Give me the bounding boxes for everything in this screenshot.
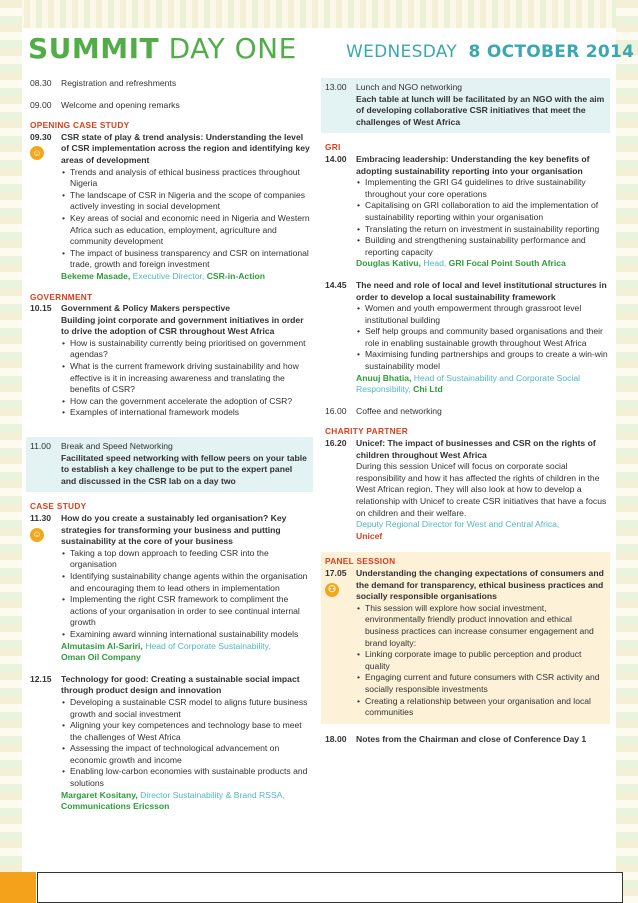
time: 16.20 [325, 438, 347, 449]
agenda-item [30, 303, 313, 419]
time: 11.00 [30, 441, 51, 452]
time: 17.05 [325, 567, 347, 578]
time: 12.15 [30, 673, 52, 684]
bullet-list [61, 697, 313, 790]
bullet: • Building and strengthening sustainability performance and reporting capacity [356, 235, 610, 258]
time: 14.45 [325, 279, 347, 290]
bullet: • Aligning your key competences and technology base to meet the challenges of West Africa [61, 720, 313, 743]
agenda-item [325, 154, 610, 270]
section-heading: CHARITY PARTNER [325, 426, 409, 437]
smiley-icon: ☺ [30, 146, 44, 160]
bullet: • Key areas of social and economic need in Nigeria and Western Africa such as education, employment, agriculture and community development [61, 213, 313, 248]
bullet: • How is sustainability currently being prioritised on government agendas? [61, 338, 313, 361]
bullet: • The impact of business transparency and CSR on international trade, growth and foreign investment [61, 248, 313, 271]
bullet: • Capitalising on GRI collaboration to aid the implementation of sustainability reporting within your organisation [356, 200, 610, 223]
header-pattern [0, 0, 638, 30]
item-text: Welcome and opening remarks [61, 99, 180, 110]
group-icon: ⚇ [325, 583, 339, 597]
bullet: • Implementing the right CSR framework to compliment the actions of your organisation in order to see continual internal growth [61, 594, 313, 629]
bullet: • Examining award winning international sustainability models [61, 629, 313, 641]
item-text: Notes from the Chairman and close of Conference Day 1 [356, 733, 587, 744]
bullet-list [61, 167, 313, 271]
session-title: Unicef: The impact of businesses and CSR on the rights of children throughout West Africa [356, 438, 596, 460]
item-text: Registration and refreshments [61, 78, 177, 88]
bullet: • Assessing the impact of technological advancement on economic growth and income [61, 743, 313, 766]
bullet: • Creating a relationship between your organisation and local communities [356, 696, 606, 719]
time: 18.00 [325, 733, 347, 744]
time: 10.15 [30, 303, 52, 314]
time: 09.00 [30, 99, 52, 110]
time: 08.30 [30, 78, 52, 88]
bullet: • Implementing the GRI G4 guidelines to drive sustainability throughout your core operations [356, 177, 610, 200]
item-text: Break and Speed Networking [61, 441, 173, 452]
time: 13.00 [325, 82, 347, 92]
speaker: Margaret Kositany, Director Sustainability & Brand RSSA, Communications Ericsson [61, 789, 285, 812]
bullet-list [356, 303, 610, 373]
bullet-list [356, 603, 606, 719]
agenda-item [30, 100, 313, 112]
session-title: Government & Policy Makers perspective [61, 303, 231, 314]
bullet: • Translating the return on investment in sustainability reporting [356, 224, 610, 236]
speaker: Douglas Kativu, Head, GRI Focal Point South Africa [356, 258, 566, 269]
agenda-item [30, 78, 313, 90]
section-heading: GOVERNMENT [30, 291, 93, 302]
agenda-item [325, 568, 606, 719]
bullet: • Linking corporate image to public perception and product quality [356, 649, 606, 672]
session-title: Embracing leadership: Understanding the key benefits of adopting sustainability reporting into your organisation [356, 153, 590, 176]
agenda-item [325, 280, 610, 396]
footer-corner-accent [0, 872, 36, 903]
session-title: CSR state of play & trend analysis: Understanding the level of CSR implementation across the region and identifying key areas of development [61, 131, 310, 165]
right-border-pattern [616, 0, 638, 903]
footer-bar [37, 872, 623, 903]
speaker: Bekeme Masade, Executive Director, CSR-in-Action [61, 270, 265, 281]
item-detail: Facilitated speed networking with fellow peers on your table to establish a key challenge to be put to the expert panel and discussed in the CSR lab on a day two [61, 452, 307, 486]
session-title: Understanding the changing expectations of consumers and the demand for transparency, ethical business practices and socially responsible organisations [356, 567, 604, 602]
bullet: • What is the current framework driving sustainability and how effective is it in increasing awareness and translating the benefits of CSR? [61, 361, 313, 396]
bullet: • Identifying sustainability change agents within the organisation and encouraging them to lead others in implementation [61, 571, 313, 594]
bullet: • Women and youth empowerment through grassroot level institutional building [356, 303, 610, 326]
lunch-box [321, 78, 610, 133]
bullet-list [61, 338, 313, 419]
agenda-item [30, 513, 313, 664]
bullet: • Maximising funding partnerships and groups to create a win-win sustainability model [356, 349, 610, 372]
session-title: How do you create a sustainably led organisation? Key strategies for transforming your business and putting sustainability at the core of your business [61, 513, 287, 547]
page-title: SUMMIT DAY ONE [28, 32, 297, 65]
agenda-item [325, 406, 610, 418]
speaker: Anuuj Bhatia, Head of Sustainability and Corporate Social Responsibility, Chi Ltd [356, 372, 581, 395]
speaker: Deputy Regional Director for West and Central Africa, Unicef [356, 519, 560, 541]
session-title: Technology for good: Creating a sustainable social impact through product design and innovation [61, 673, 300, 696]
left-border-pattern [0, 0, 22, 903]
session-description: During this session Unicef will focus on corporate social responsibility and how it has affected the rights of children in the West African region. They will also look at how to develop a relationship with Unicef to create CSR initiatives that have a focus on children and their welfare. [356, 461, 607, 518]
bullet: • Taking a top down approach to feeding CSR into the organisation [61, 548, 313, 571]
bullet-list [356, 177, 610, 258]
section-heading: CASE STUDY [30, 501, 87, 512]
item-text: Lunch and NGO networking [356, 82, 463, 92]
session-subtitle: Building joint corporate and government initiatives in order to drive the adoption of CSR throughout West Africa [61, 314, 304, 337]
item-detail: Each table at lunch will be facilitated by an NGO with the aim of developing collaborative CSR initiatives that meet the challenges of West Africa [356, 93, 605, 127]
section-heading: GRI [325, 142, 341, 153]
break-box [26, 437, 313, 492]
agenda-item [325, 734, 610, 746]
bullet-list [61, 548, 313, 641]
time: 14.00 [325, 153, 347, 164]
time: 16.00 [325, 405, 347, 416]
section-heading: OPENING CASE STUDY [30, 120, 130, 131]
agenda-item [30, 674, 313, 813]
speaker: Almutasim Al-Sariri, Head of Corporate Sustainability, Oman Oil Company [61, 640, 271, 663]
bullet: • The landscape of CSR in Nigeria and the scope of companies actively investing in social development [61, 190, 313, 213]
bullet: • Trends and analysis of ethical business practices throughout Nigeria [61, 167, 313, 190]
bullet: • Engaging current and future consumers with CSR activity and socially responsible investments [356, 672, 606, 695]
agenda-item [30, 132, 313, 283]
agenda-item [325, 438, 610, 542]
bullet: • Enabling low-carbon economies with sustainable products and solutions [61, 766, 313, 789]
smiley-icon: ☺ [30, 528, 44, 542]
time: 09.30 [30, 131, 52, 142]
event-date: WEDNESDAY 8 OCTOBER 2014 [346, 42, 635, 62]
time: 11.30 [30, 513, 52, 523]
item-text: Coffee and networking [356, 405, 442, 416]
panel-box [321, 552, 610, 723]
left-column [30, 78, 313, 813]
right-column [325, 78, 610, 745]
bullet: • How can the government accelerate the adoption of CSR? [61, 396, 313, 408]
bullet: • Examples of international framework models [61, 407, 313, 419]
bullet: • This session will explore how social investment, environmentally friendly product innovation and ethical business practices can increase consumer engagement and brand loyalty: [356, 603, 606, 649]
bullet: • Self help groups and community based organisations and their role in enabling sustainable growth throughout West Africa [356, 326, 610, 349]
session-title: The need and role of local and level institutional structures in order to develop a local sustainability framework [356, 279, 607, 302]
section-heading: PANEL SESSION [325, 556, 396, 567]
bullet: • Developing a sustainable CSR model to aligns future business growth and social investment [61, 697, 313, 720]
